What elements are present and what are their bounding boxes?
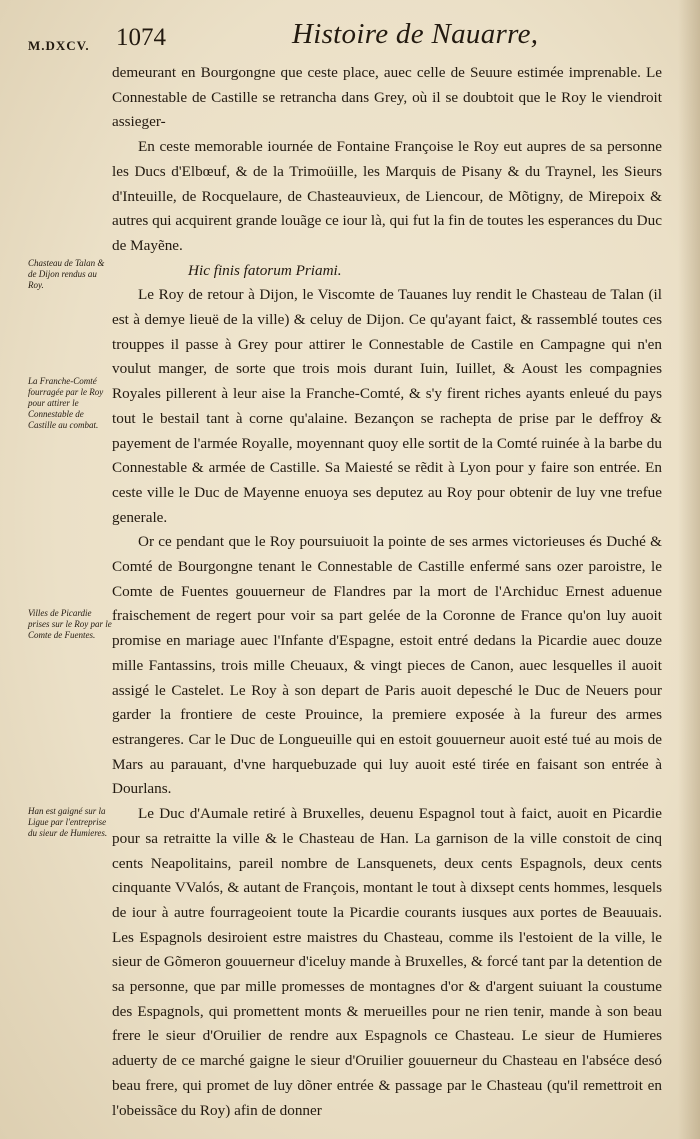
year-header: M.DXCV. <box>28 38 90 53</box>
margin-note-picardie: Villes de Picardie prises sur le Roy par le Comte de Fuentes. <box>28 608 112 640</box>
paragraph: En ceste memorable iournée de Fontaine Françoise le Roy eut aupres de sa personne les Ducs d'Elbœuf, & de la Trimoüille, les Marquis de Pisany & du Traynel, les Sieurs d'Inteuille, de Rocquelaure, de Chasteauvieux, de Liencour, de Mõtigny, de Mirepoix & autres qui acquirent grande louãge ce iour là, qui fut la fin de toutes les esperances du Duc de Mayẽne. <box>112 138 662 254</box>
margin-note-han: Han est gaigné sur la Ligue par l'entreprise du sieur de Humieres. <box>28 806 108 838</box>
margin-note-talan: Chasteau de Talan & de Dijon rendus au Roy. <box>28 258 105 290</box>
latin-quote: Hic finis fatorum Priami. <box>188 261 342 279</box>
margin-note-franche-comte: La Franche-Comté fourragée par le Roy pour attirer le Connestable de Castille au combat. <box>28 376 104 430</box>
body-text <box>112 61 662 1123</box>
paragraph: Le Roy de retour à Dijon, le Viscomte de Tauanes luy rendit le Chasteau de Talan (il est à demye lieuë de la ville) & celuy de Dijon. Ce qu'ayant faict, & rassemblé toutes ces trouppes il passe à Grey pour attirer le Connestable de Castile en Campagne qui n'en voulut manger, de sorte que trois mois durant Iuin, Iuillet, & Aoust les compagnies Royales pillerent à leur aise la Franche-Comté, & s'y firent riches ayants enleué du pays tout le bestail tant à corne qu'alaine. Bezançon se rachepta de prise par le deffroy & payement de l'armée Royalle, moyennant quoy elle sortit de la Comté ruinée à la barbe du Connestable & armée de Castille. Sa Maiesté se rẽdit à Lyon pour y faire son entrée. En ceste ville le Duc de Mayenne enuoya ses deputez au Roy pour obtenir de luy vne trefue generale. <box>112 286 662 526</box>
paragraph: demeurant en Bourgongne que ceste place, auec celle de Seuure estimée imprenable. Le Connestable de Castille se retrancha dans Grey, où il se doubtoit que le Roy le viendroit assieger- <box>112 64 662 131</box>
running-title: Histoire de Nauarre, <box>292 18 539 50</box>
page-gutter-shadow <box>678 0 700 1139</box>
paragraph: Le Duc d'Aumale retiré à Bruxelles, deuenu Espagnol tout à faict, auoit en Picardie pour sa retraitte la ville & le Chasteau de Han. La garnison de la ville constoit de cinq cents Neapolitains, pareil nombre de Lansquenets, deux cents Espagnols, deux cents cinquante VValós, & autant de François, montant le tout à dixsept cents hommes, lesquels de iour à autre fourrageoient toute la Picardie courants iusques aux portes de Beauuais. Les Espagnols desiroient estre maistres du Chasteau, comme ils l'estoient de la ville, le sieur de Gõmeron gouuerneur d'iceluy mande à Bruxelles, & forcé tant par la detention de sa personne, que par mille promesses de montagnes d'or & d'argent suiuant la coustume des Espagnols, qui promettent monts & merueilles pour ne rien tenir, mande à son beau frere le sieur d'Oruilier de rendre aux Espagnols ce Chasteau. Le sieur de Humieres aduerty de ce marché gaigne le sieur d'Oruilier gouuerneur du Chasteau en l'abséce desó beau frere, qui promet de luy dõner entrée & passage par le Chasteau (qu'il remettroit en l'obeissãce du Roy) afin de donner <box>112 805 662 1119</box>
page-number: 1074 <box>116 24 166 51</box>
paragraph: Or ce pendant que le Roy poursuiuoit la pointe de ses armes victorieuses és Duché & Comté de Bourgongne tenant le Connestable de Castille enfermé sans ozer paroistre, le Comte de Fuentes gouuerneur de Flandres par la mort de l'Archiduc Ernest aduenue fraischement de regert pour voir sa part gelée de la Coronne de France qu'on luy auoit promise en mariage auec l'Infante d'Espagne, estoit entré dedans la Picardie auec douze mille Fantassins, trois mille Cheuaux, & vingt pieces de Canon, auec lesquelles il auoit assigé le Castelet. Le Roy à son depart de Paris auoit depesché le Duc de Neuers pour garder la frontiere de ceste Prouince, la premiere exposée à la fureur des armes estrangeres. Car le Duc de Longueuille qui en estoit gouuerneur auoit esté tué au mois de Mars au parauant, d'vne harquebuzade qui luy auoit esté tirée en faisant son entrée à Dourlans. <box>112 533 662 798</box>
